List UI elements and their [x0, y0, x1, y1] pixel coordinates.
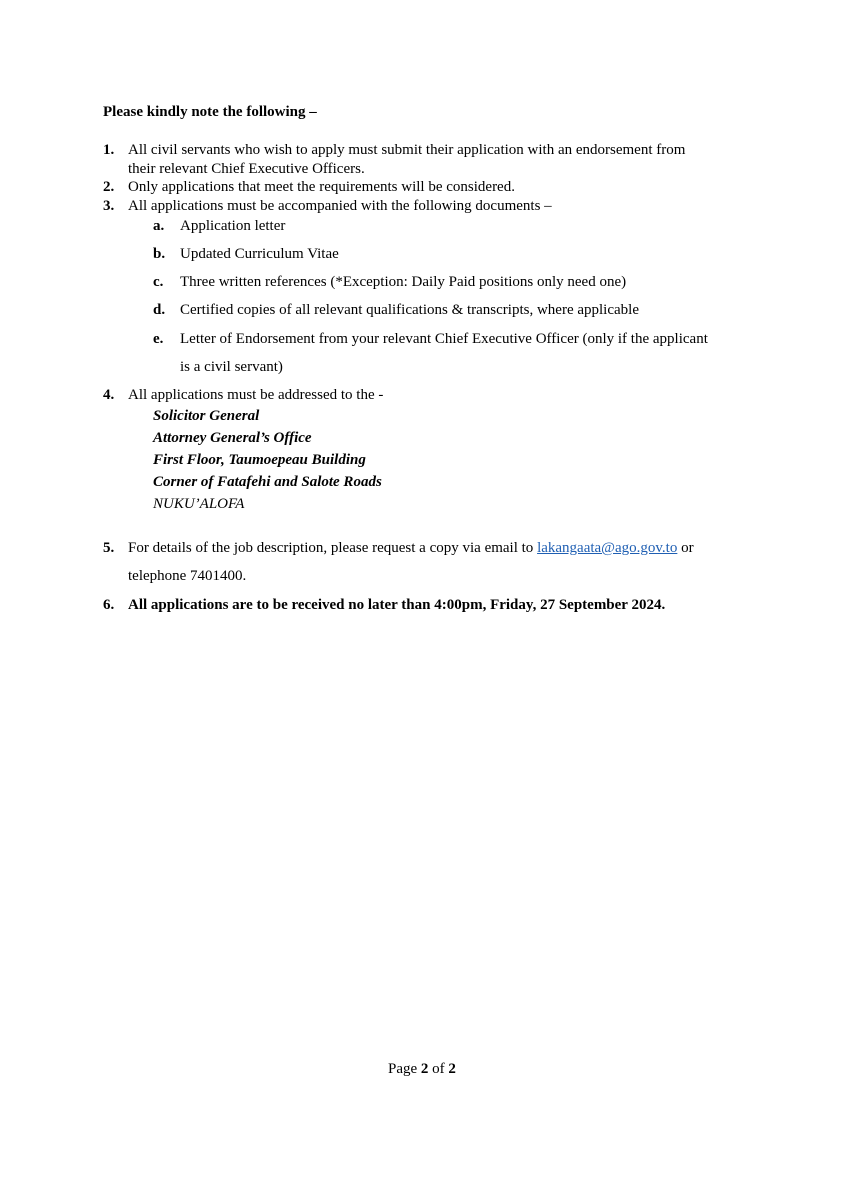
list-number: 3. [103, 198, 115, 214]
sub-list-letter: d. [153, 302, 166, 318]
total-page-number: 2 [448, 1061, 456, 1077]
address-line: Corner of Fatafehi and Salote Roads [153, 474, 382, 490]
list-number: 6. [103, 597, 115, 613]
address-city: NUKU’ALOFA [153, 496, 245, 512]
list-number: 1. [103, 142, 115, 158]
sub-list-letter: c. [153, 274, 164, 290]
sub-list-letter: b. [153, 246, 166, 262]
list-item-text-continued: their relevant Chief Executive Officers. [128, 161, 365, 177]
list-item-text: All civil servants who wish to apply must submit their application with an endorsement from [128, 142, 686, 158]
page-footer [388, 1061, 456, 1078]
list-item-text: Only applications that meet the requirements will be considered. [128, 179, 515, 195]
address-line: First Floor, Taumoepeau Building [153, 452, 366, 468]
sub-list-item: Application letter [180, 218, 286, 234]
email-prefix-text: For details of the job description, please request a copy via email to [128, 540, 538, 556]
sub-list-item: Letter of Endorsement from your relevant Chief Executive Officer (only if the applicant [180, 331, 708, 347]
list-number: 2. [103, 179, 115, 195]
current-page-number: 2 [420, 1061, 429, 1077]
address-line: Solicitor General [153, 408, 260, 424]
sub-list-item: Updated Curriculum Vitae [180, 246, 339, 262]
list-item-text [128, 540, 694, 557]
address-line: Attorney General’s Office [153, 430, 312, 446]
page-heading: Please kindly note the following – [103, 104, 317, 120]
sub-list-item: Certified copies of all relevant qualifications & transcripts, where applicable [180, 302, 639, 318]
email-link[interactable]: lakangaata@ago.gov.to [537, 540, 678, 556]
sub-list-item: Three written references (*Exception: Daily Paid positions only need one) [180, 274, 627, 290]
deadline-text: All applications are to be received no later than 4:00pm, Friday, 27 September 2024. [128, 597, 666, 613]
sub-list-item-continued: is a civil servant) [180, 359, 283, 375]
list-item-text-continued: telephone 7401400. [128, 568, 247, 584]
list-item-text: All applications must be accompanied with the following documents – [128, 198, 552, 214]
sub-list-letter: a. [153, 218, 165, 234]
email-suffix-text: or [677, 540, 694, 556]
list-item-text: All applications must be addressed to the - [128, 387, 384, 403]
sub-list-letter: e. [153, 331, 164, 347]
list-number: 5. [103, 540, 115, 556]
list-number: 4. [103, 387, 115, 403]
page-word: Page [388, 1061, 421, 1077]
of-word: of [428, 1061, 449, 1077]
